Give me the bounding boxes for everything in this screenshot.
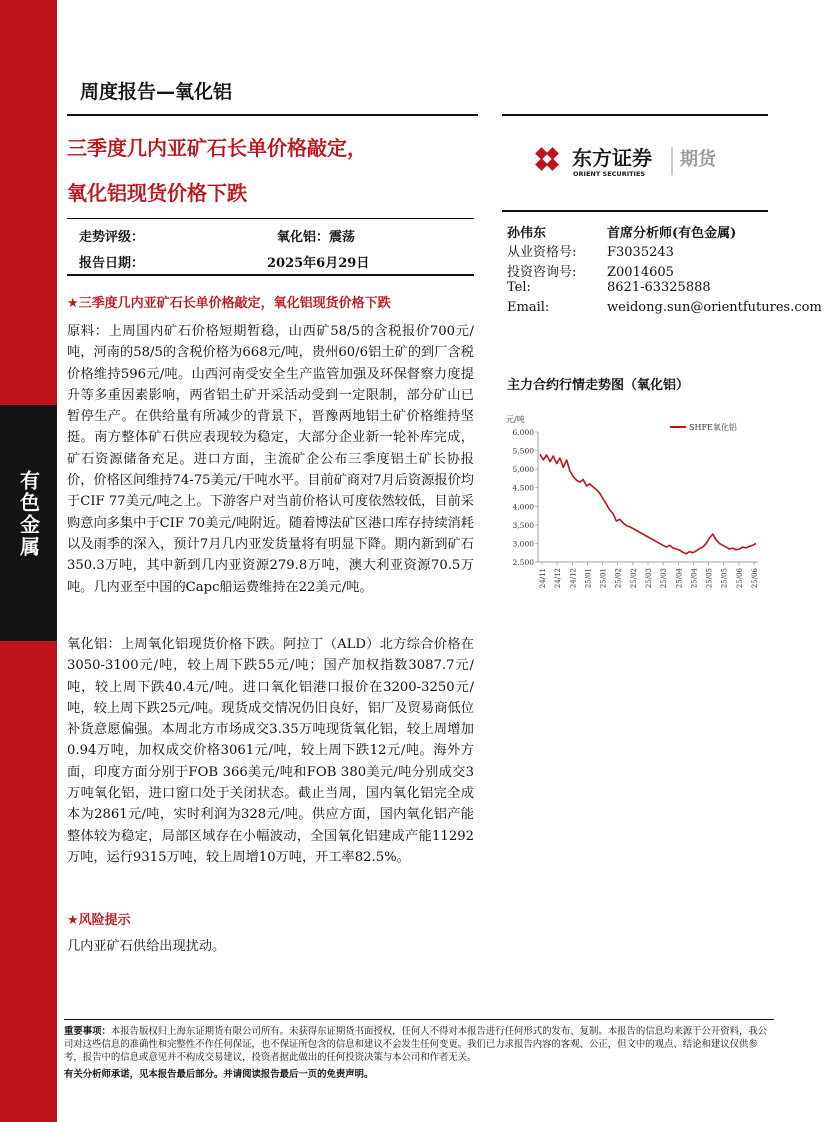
- legend-label: SHFE氧化铝: [689, 423, 737, 432]
- rating-label: 走势评级：: [79, 230, 145, 245]
- y-tick-label: 4,500: [512, 483, 534, 493]
- summary-paragraph-raw-material: 原料：上周国内矿石价格短期暂稳，山西矿58/5的含税报价700元/吨，河南的58/5的含税价格为668元/吨，贵州60/6铝土矿的到厂含税价格维持596元/吨。山西河南受安全生产监管加强及环保督察力度提升等多重因素影响，两省铝土矿开采活动受到一定限制，部分矿山已暂停生产。在供给量有所减少的背景下，晋豫两地铝土矿价格维持坚挺。南方整体矿石供应表现较为稳定，大部分企业新一轮补库完成，矿石资源储备充足。进口方面，主流矿企公布三季度铝土矿长协报价，价格区间维持74-75美元/干吨水平。目前矿商对7月后资源报价均于CIF 77美元/吨之上。下游客户对当前价格认可度依然较低，目前采购意向多集中于CIF 70美元/吨附近。随着博法矿区港口库存持续消耗以及雨季的深入，预计7月几内亚发货量将有明显下降。期内新到矿石350.3万吨，其中新到几内亚资源279.8万吨，澳大利亚资源70.5万吨。几内亚至中国的Capc船运费维持在22美元/吨。: [67, 324, 474, 595]
- page-title-line1: 三季度几内亚矿石长单价格敲定，: [67, 136, 367, 160]
- y-axis-label: 元/吨: [506, 415, 525, 424]
- x-tick-label: 25/01: [584, 568, 593, 589]
- sector-label: 有色金属: [16, 470, 41, 558]
- analyst-row: 从业资格号: F3035243: [507, 245, 674, 260]
- disclaimer: 重要事项：本报告版权归上海东证期货有限公司所有。未获得东证期货书面授权，任何人不得对本报告进行任何形式的发布、复制。本报告的信息均来源于公开资料，我公司对这些信息的准确性和完整性不作任何保证，也不保证所包含的信息和建议不会发生任何变更。我们已力求报告内容的客观、公正，但文中的观点、结论和建议仅供参考，报告中的信息或意见并不构成交易建议，投资者据此做出的任何投资决策与本公司和作者无关。: [64, 1026, 768, 1063]
- analyst-row: 投资咨询号: Z0014605: [507, 265, 674, 280]
- report-type: 周度报告—氧化铝: [80, 81, 233, 103]
- analyst-role: 首席分析师(有色金属): [607, 226, 737, 241]
- date-value: 2025年6月29日: [267, 256, 370, 271]
- date-label: 报告日期：: [79, 256, 145, 271]
- x-tick-label: 25/04: [690, 568, 699, 589]
- brand-name-cn: 东方证券: [572, 146, 652, 170]
- x-tick-label: 25/03: [660, 568, 669, 589]
- y-tick-label: 6,000: [512, 428, 534, 437]
- meta-rule-bottom: [67, 274, 474, 276]
- header-rule: [67, 114, 478, 116]
- x-tick-label: 24/12: [569, 568, 578, 589]
- x-tick-label: 24/11: [539, 568, 547, 589]
- y-tick-label: 4,000: [512, 502, 534, 512]
- footer-rule: [64, 1019, 774, 1020]
- analyst-rule: [502, 210, 768, 212]
- sidebar-accent-top: [0, 0, 57, 405]
- chart-title: 主力合约行情走势图（氧化铝）: [507, 378, 690, 393]
- y-tick-label: 3,000: [512, 539, 534, 549]
- analyst-name: 孙伟东: [507, 226, 547, 241]
- x-tick-label: 24/12: [554, 568, 563, 589]
- analyst-row: Tel: 8621-63325888: [507, 280, 711, 295]
- y-tick-label: 3,500: [512, 520, 534, 530]
- price-trend-chart: [500, 410, 768, 610]
- meta-rule-top: [67, 218, 474, 219]
- header-rule-right: [502, 114, 768, 116]
- y-tick-label: 5,500: [512, 446, 534, 456]
- summary-paragraph-alumina: 氧化铝：上周氧化铝现货价格下跌。阿拉丁（ALD）北方综合价格在3050-3100元/吨，较上周下跌55元/吨；国产加权指数3087.7元/吨，较上周下跌40.4元/吨。进口氧化铝港口报价在3200-3250元/吨，较上周下跌25元/吨。现货成交情况仍旧良好，铝厂及贸易商低位补货意愿偏强。本周北方市场成交3.35万吨现货氧化铝，较上周增加0.94万吨，加权成交价格3061元/吨，较上周下跌12元/吨。海外方面，印度方面分别于FOB 366美元/吨和FOB 380美元/吨分别成交3万吨氧化铝，进口窗口处于关闭状态。截止当周，国内氧化铝完全成本为2861元/吨，实时利润为328元/吨。供应方面，国内氧化铝产能整体较为稳定，局部区域存在小幅波动，全国氧化铝建成产能11292万吨，运行9315万吨，较上周增10万吨，开工率82.5%。: [67, 637, 474, 865]
- series-line: [540, 454, 756, 554]
- sidebar-accent-bottom: [0, 641, 57, 1122]
- brand-mark-icon: [535, 147, 559, 171]
- x-tick-label: 25/02: [614, 568, 623, 589]
- summary-heading: ★三季度几内亚矿石长单价格敲定，氧化铝现货价格下跌: [67, 296, 391, 311]
- analyst-commitment-note: 有关分析师承诺，见本报告最后部分。并请阅读报告最后一页的免责声明。: [64, 1069, 374, 1080]
- brand-name-en: ORIENT SECURITIES: [573, 170, 646, 178]
- brand-logo: [528, 141, 738, 181]
- analyst-header: [507, 222, 736, 241]
- risk-heading: ★风险提示: [67, 913, 131, 928]
- x-tick-label: 25/06: [735, 568, 744, 589]
- x-tick-label: 25/03: [645, 568, 653, 589]
- risk-text: 几内亚矿石供给出现扰动。: [67, 939, 226, 954]
- x-tick-label: 25/05: [720, 568, 729, 589]
- x-tick-label: 25/04: [675, 568, 684, 589]
- x-tick-label: 25/02: [629, 568, 638, 589]
- page-title-line2: 氧化铝现货价格下跌: [67, 181, 247, 205]
- y-tick-label: 2,500: [512, 558, 534, 567]
- x-tick-label: 25/06: [751, 568, 759, 589]
- brand-division: 期货: [680, 149, 716, 170]
- analyst-email-row: Email: weidong.sun@orientfutures.com: [507, 300, 822, 315]
- rating-value: 氧化铝：震荡: [277, 230, 356, 245]
- x-tick-label: 25/05: [705, 568, 714, 589]
- x-tick-label: 25/01: [599, 568, 608, 589]
- analyst-email-link[interactable]: weidong.sun@orientfutures.com: [607, 300, 822, 315]
- y-tick-label: 5,000: [512, 465, 534, 475]
